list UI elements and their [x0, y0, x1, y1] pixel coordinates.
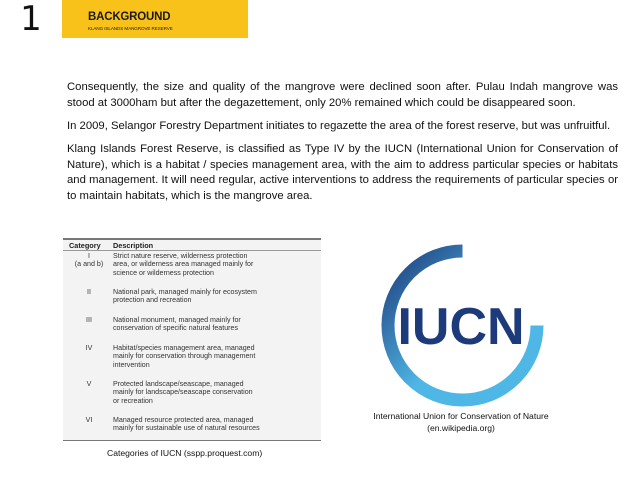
- table-rule-bottom: [63, 440, 321, 442]
- table-category-cell: VI: [85, 416, 93, 424]
- iucn-categories-table: [63, 238, 321, 441]
- logo-caption-line-1: International Union for Conservation of Nature: [373, 411, 549, 421]
- table-description-cell: Protected landscape/seascape, managed mainly for landscape/seascape conservation or recreation: [113, 380, 253, 405]
- table-category-cell: V: [86, 380, 92, 388]
- table-header-description: Description: [113, 240, 154, 250]
- table-category-cell: IV: [85, 344, 93, 352]
- header-bar: [62, 0, 248, 38]
- table-description-cell: Habitat/species management area, managed mainly for conservation through management intervention: [113, 344, 256, 369]
- table-category-cell: III: [86, 316, 92, 324]
- table-description-cell: Managed resource protected area, managed mainly for sustainable use of natural resources: [113, 416, 260, 433]
- section-subtitle: KLANG ISLANDS MANGROVE RESERVE: [88, 26, 173, 31]
- logo-caption: [350, 410, 572, 434]
- table-description-cell: National park, managed mainly for ecosystem protection and recreation: [113, 288, 257, 305]
- table-rule-header: [63, 250, 321, 251]
- paragraph-degazettement: Consequently, the size and quality of the mangrove were declined soon after. Pulau Indah mangrove was stood at 3000ham but after the degazettement, only 20% remained which could be disappeared soon.: [67, 81, 618, 109]
- section-title: BACKGROUND: [88, 11, 171, 23]
- table-description-cell: Strict nature reserve, wilderness protection area, or wilderness area managed mainly for science or wilderness protection: [113, 252, 254, 277]
- table-category-cell: I (a and b): [74, 252, 104, 269]
- paragraph-regazette: In 2009, Selangor Forestry Department initiates to regazette the area of the forest reserve, but was unfruitful.: [67, 119, 611, 132]
- iucn-logo-text: IUCN: [397, 298, 525, 356]
- table-caption: Categories of IUCN (sspp.proquest.com): [107, 448, 263, 458]
- body-text: [67, 80, 618, 212]
- table-category-cell: II: [87, 288, 91, 296]
- table-header-category: Category: [69, 240, 101, 250]
- iucn-logo: [380, 243, 545, 408]
- logo-caption-line-2: (en.wikipedia.org): [427, 423, 495, 433]
- section-number: 1: [0, 0, 62, 38]
- table-description-cell: National monument, managed mainly for conservation of specific natural features: [113, 316, 241, 333]
- paragraph-iucn-classification: Klang Islands Forest Reserve, is classified as Type IV by the IUCN (International Union for Conservation of Nature), which is a habitat / species management area, with the aim to address particular species or habitats and management. It will need regular, active interventions to address the requirements of particular species or to maintain habitats, which is the mangrove area.: [67, 142, 618, 202]
- table-rule-top: [63, 238, 321, 240]
